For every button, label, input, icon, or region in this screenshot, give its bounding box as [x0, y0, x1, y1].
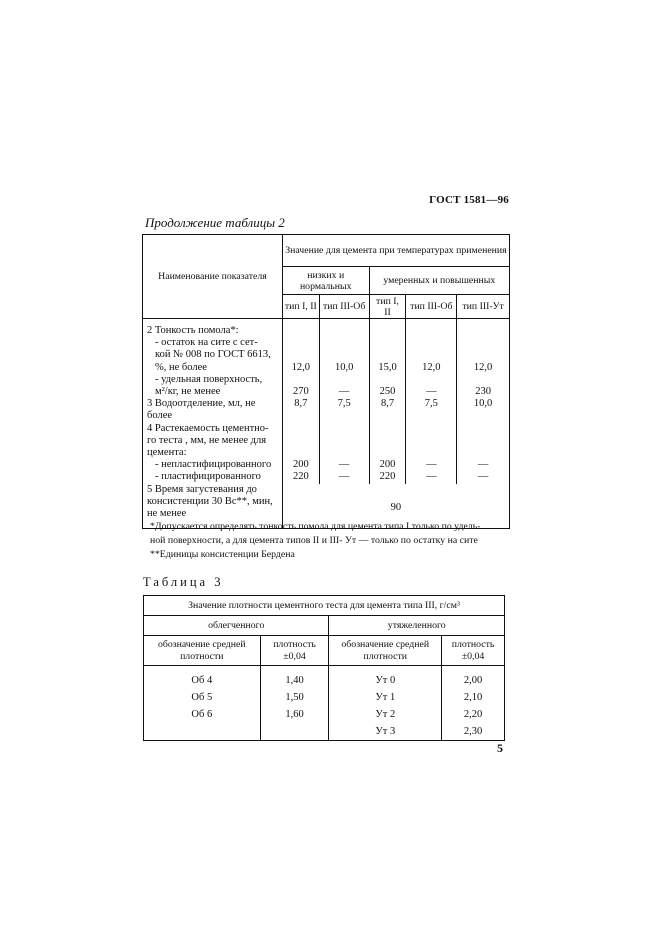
value-cell: 7,5 [406, 398, 457, 422]
row-label-text: - непластифицированного [155, 459, 272, 471]
row-label [143, 435, 283, 447]
table-continuation-label: Продолжение таблицы 2 [145, 215, 285, 230]
table-3 [143, 595, 505, 741]
value-cell: — [319, 471, 369, 483]
value-cell: 12,0 [457, 362, 510, 374]
footnote-1-line-2: ной поверхности, а для цемента типов II и III- Ут — только по остатку на сите [150, 535, 478, 546]
subheader-cell: тип III-Об [319, 295, 369, 319]
value-cell [457, 447, 510, 459]
value-cell [406, 435, 457, 447]
table-row [143, 349, 510, 361]
value-cell [319, 319, 369, 338]
value-cell [282, 337, 319, 349]
column-header-low-normal: низких и нормальных [282, 267, 369, 295]
row-label-text: 4 Растекаемость цементно- [147, 422, 269, 434]
row-label [143, 349, 283, 361]
row-label [143, 319, 283, 338]
value-cell [319, 447, 369, 459]
value-cell [369, 435, 406, 447]
column-header-density: плотность ±0,04 [442, 636, 505, 666]
value-cell [282, 349, 319, 361]
subheader-cell: тип I, II [369, 295, 406, 319]
row-label-text: - удельная поверхность, [155, 373, 263, 385]
value-cell: 230 [457, 386, 510, 398]
value-cell [369, 319, 406, 338]
subheader-cell: тип III-Об [406, 295, 457, 319]
table-2 [142, 234, 510, 529]
row-label [143, 471, 283, 483]
value-cell [282, 447, 319, 459]
row-label-text: 3 Водоотделение, мл, не более [147, 398, 256, 422]
column-header-designation: обозначение средней плотности [329, 636, 442, 666]
column-header-heavy: утяжеленного [329, 616, 505, 636]
value-cell [457, 374, 510, 386]
table-row [143, 386, 510, 398]
table-3-title: Значение плотности цементного теста для цемента типа III, г/см³ [144, 596, 505, 616]
value-cell [282, 423, 319, 435]
row-label-text: 2 Тонкость помола*: [147, 325, 239, 336]
density-code-cell: Ут 0 [329, 666, 442, 690]
table-row [144, 724, 505, 741]
row-label-text: м²/кг, не менее [155, 386, 221, 398]
value-cell [369, 374, 406, 386]
value-cell: — [457, 459, 510, 471]
row-label-text: %, не более [155, 361, 207, 373]
value-cell: 10,0 [319, 362, 369, 374]
density-code-cell: Об 4 [144, 666, 261, 690]
value-cell: — [406, 471, 457, 483]
value-cell [369, 447, 406, 459]
table-row [144, 666, 505, 690]
value-cell: — [319, 459, 369, 471]
value-cell: — [406, 386, 457, 398]
value-cell [457, 349, 510, 361]
value-cell: 200 [369, 459, 406, 471]
table-row [143, 398, 510, 422]
value-cell: — [406, 459, 457, 471]
column-header-light: облегченного [144, 616, 329, 636]
table-row [143, 459, 510, 471]
value-cell [369, 349, 406, 361]
row-label-text: - пластифицированного [155, 471, 261, 483]
row-label-text: консистенции 30 Вс**, мин, [147, 495, 273, 507]
density-value-cell: 2,20 [442, 707, 505, 724]
subheader-cell: тип I, II [282, 295, 319, 319]
column-header-name: Наименование показателя [143, 235, 283, 319]
density-code-cell: Ут 2 [329, 707, 442, 724]
table-row [143, 447, 510, 459]
density-value-cell: 1,50 [260, 690, 329, 707]
density-code-cell: Ут 3 [329, 724, 442, 741]
value-cell: 8,7 [282, 398, 319, 422]
row-label-text: - остаток на сите с сет- [155, 337, 258, 349]
value-cell [369, 337, 406, 349]
value-cell [319, 337, 369, 349]
density-code-cell: Об 6 [144, 707, 261, 724]
value-cell [319, 374, 369, 386]
table-row [143, 484, 510, 496]
value-cell: 10,0 [457, 398, 510, 422]
row-label-text: не менее [147, 508, 187, 520]
row-label [143, 484, 283, 496]
value-cell [282, 435, 319, 447]
value-cell [457, 337, 510, 349]
density-value-cell: 2,30 [442, 724, 505, 741]
value-cell: 270 [282, 386, 319, 398]
row-label-text: кой № 008 по ГОСТ 6613, [155, 349, 271, 361]
table-row [143, 435, 510, 447]
row-label-text: 5 Время загустевания до [147, 483, 257, 495]
value-cell [369, 423, 406, 435]
row-label [143, 374, 283, 386]
value-cell [406, 447, 457, 459]
table-row [143, 319, 510, 338]
row-label-text: го теста , мм, не менее для [147, 434, 267, 446]
value-cell [319, 349, 369, 361]
row-label [143, 386, 283, 398]
density-value-cell: 2,10 [442, 690, 505, 707]
row-label [143, 398, 283, 422]
merged-value-cell: 90 [282, 484, 509, 529]
table-row [144, 707, 505, 724]
value-cell: — [457, 471, 510, 483]
value-cell: 220 [369, 471, 406, 483]
subheader-cell: тип III-Ут [457, 295, 510, 319]
density-code-cell: Ут 1 [329, 690, 442, 707]
value-cell [406, 374, 457, 386]
row-label [143, 459, 283, 471]
table-row [143, 423, 510, 435]
footnote-1-line-1: *Допускается определять тонкость помола для цемента типа I только по удель- [150, 521, 481, 532]
value-cell [457, 319, 510, 338]
density-code-cell: Об 5 [144, 690, 261, 707]
value-cell [406, 349, 457, 361]
value-cell [319, 423, 369, 435]
density-value-cell: 1,60 [260, 707, 329, 724]
row-label [143, 362, 283, 374]
value-cell: 12,0 [282, 362, 319, 374]
table-row [143, 337, 510, 349]
column-header-density: плотность ±0,04 [260, 636, 329, 666]
footnote-1 [150, 520, 512, 562]
table-row [143, 374, 510, 386]
value-cell [406, 337, 457, 349]
value-cell: 200 [282, 459, 319, 471]
density-value-cell: 2,00 [442, 666, 505, 690]
value-cell: 15,0 [369, 362, 406, 374]
density-value-cell [260, 724, 329, 741]
column-header-high: умеренных и повышенных [369, 267, 509, 295]
column-group-header: Значение для цемента при температурах применения [282, 235, 509, 267]
footnote-2: **Единицы консистенции Бердена [150, 549, 295, 560]
row-label [143, 337, 283, 349]
density-value-cell: 1,40 [260, 666, 329, 690]
value-cell [282, 374, 319, 386]
value-cell: 12,0 [406, 362, 457, 374]
value-cell [406, 319, 457, 338]
column-header-designation: обозначение средней плотности [144, 636, 261, 666]
table-3-caption: Таблица 3 [143, 575, 224, 589]
value-cell [406, 423, 457, 435]
value-cell [282, 319, 319, 338]
row-label [143, 496, 283, 508]
row-label-text: цемента: [147, 447, 187, 459]
value-cell: 220 [282, 471, 319, 483]
value-cell: — [319, 386, 369, 398]
row-label [143, 447, 283, 459]
value-cell: 8,7 [369, 398, 406, 422]
value-cell [457, 435, 510, 447]
value-cell [319, 435, 369, 447]
table-row [143, 471, 510, 483]
table-row [144, 690, 505, 707]
table-row [143, 362, 510, 374]
document-code: ГОСТ 1581—96 [429, 194, 509, 206]
value-cell: 250 [369, 386, 406, 398]
row-label [143, 423, 283, 435]
value-cell [457, 423, 510, 435]
page-number: 5 [497, 741, 503, 755]
value-cell: 7,5 [319, 398, 369, 422]
density-code-cell [144, 724, 261, 741]
